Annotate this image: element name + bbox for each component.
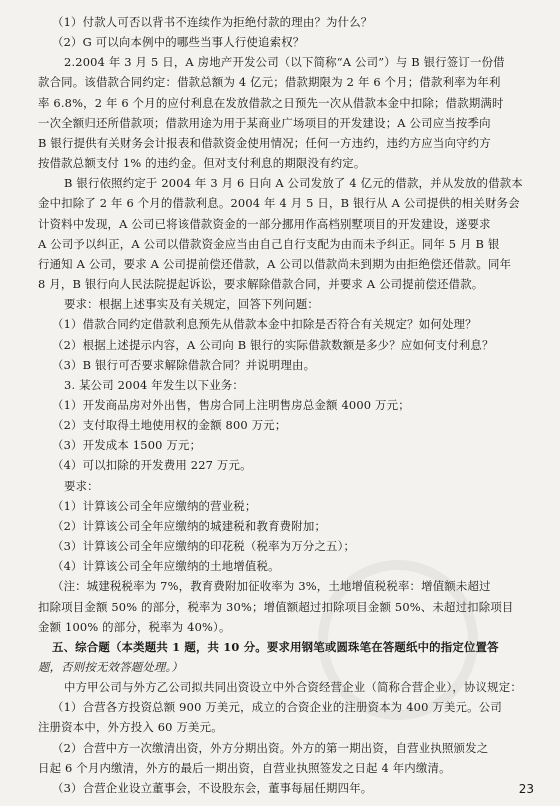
text-line: 注册资本中，外方投入 60 万美元。	[38, 720, 223, 735]
text-line: 行通知 A 公司，要求 A 公司提前偿还借款，A 公司以借款尚未到期为由拒绝偿还借款。同年	[38, 256, 512, 271]
text-line: （4）计算该公司全年应缴纳的土地增值税。	[52, 559, 280, 574]
text-line: （1）付款人可否以背书不连续作为拒绝付款的理由？为什么？	[52, 15, 373, 29]
text-line: （1）借款合同约定借款利息预先从借款本金中扣除是否符合有关规定？如何处理？	[52, 317, 477, 332]
text-line: 一次全额归还所借款项；借款用途为用于某商业广场项目的开发建设；A 公司应当按季向	[38, 115, 491, 130]
text-line: （1）合营各方投资总额 900 万美元，成立的合资企业的注册资本为 400 万美元。公司	[52, 700, 502, 715]
text-line: 计资料中发现，A 公司已将该借款资金的一部分挪用作高档别墅项目的开发建设，遂要求	[38, 216, 491, 231]
text-line: 日起 6 个月内缴清，外方的最后一期出资，自营业执照签发之日起 4 年内缴清。	[38, 760, 451, 775]
text-line: 要求：	[64, 478, 99, 493]
text-line: 8 月，B 银行向人民法院提起诉讼，要求解除借款合同，并要求 A 公司提前偿还借款。	[38, 277, 484, 292]
text-line: （1）开发商品房对外出售，售房合同上注明售房总金额 4000 万元；	[52, 397, 410, 412]
text-line: （3）合营企业设立董事会，不设股东会，董事每届任期四年。	[52, 780, 373, 795]
text-line: 2.2004 年 3 月 5 日，A 房地产开发公司（以下简称“A 公司”）与 B 银行签订一份借	[64, 55, 505, 70]
text-line: （注：城建税税率为 7%，教育费附加征收率为 3%，土地增值税税率：增值额未超过	[52, 579, 491, 594]
text-line: B 银行提供有关财务会计报表和借款资金使用情况；任何一方违约，违约方应当向守约方	[38, 135, 491, 150]
text-line: （3）开发成本 1500 万元；	[52, 438, 202, 453]
text-line: 3. 某公司 2004 年发生以下业务：	[64, 377, 245, 392]
text-line: （2）合营中方一次缴清出资，外方分期出资。外方的第一期出资，自营业执照颁发之	[52, 740, 489, 755]
text-line: 题，否则按无效答题处理。）	[38, 660, 183, 674]
page-number: 23	[518, 782, 534, 796]
text-line: 中方甲公司与外方乙公司拟共同出资设立中外合资经营企业（简称合营企业），协议规定：	[64, 680, 522, 695]
text-line: 按借款总额支付 1% 的违约金。但对支付利息的期限没有约定。	[38, 156, 366, 171]
text-line: B 银行依照约定于 2004 年 3 月 6 日向 A 公司发放了 4 亿元的借款，并从发放的借款本	[64, 176, 523, 191]
text-line: （3）计算该公司全年应缴纳的印花税（税率为万分之五）；	[52, 539, 356, 554]
text-line: （2）根据上述提示内容，A 公司向 B 银行的实际借款数额是多少？应如何支付利息？	[52, 337, 494, 352]
text-line: 金额 100% 的部分，税率为 40%）。	[38, 619, 231, 634]
text-line: 率 6.8%，2 年 6 个月的应付利息在发放借款之日预先一次从借款本金中扣除；借款期满时	[38, 95, 504, 110]
text-line: 款合同。该借款合同约定：借款总额为 4 亿元；借款期限为 2 年 6 个月；借款利率为年利	[38, 75, 501, 90]
text-line: （4）可以扣除的开发费用 227 万元。	[52, 458, 252, 473]
text-line: A 公司予以纠正，A 公司以借款资金应当由自己自行支配为由而未予纠正。同年 5 月 B 银	[38, 236, 500, 251]
text-line: （2）支付取得土地使用权的金额 800 万元；	[52, 418, 287, 433]
text-line: 五、综合题（本类题共 1 题，共 10 分。要求用钢笔或圆珠笔在答题纸中的指定位置答	[52, 639, 499, 654]
text-line: （2）G 可以向本例中的哪些当事人行使追索权？	[52, 35, 305, 50]
text-line: 要求：根据上述事实及有关规定，回答下列问题：	[64, 297, 319, 312]
text-line: （3）B 银行可否要求解除借款合同？并说明理由。	[52, 357, 316, 372]
text-line: （1）计算该公司全年应缴纳的营业税；	[52, 498, 257, 513]
text-line: （2）计算该公司全年应缴纳的城建税和教育费附加；	[52, 518, 327, 533]
text-line: 金中扣除了 2 年 6 个月的借款利息。2004 年 4 月 5 日，B 银行从 A 公司提供的相关财务会	[38, 196, 520, 211]
text-line: 扣除项目金额 50% 的部分，税率为 30%；增值额超过扣除项目金额 50%、未超过扣除项目	[38, 599, 514, 614]
